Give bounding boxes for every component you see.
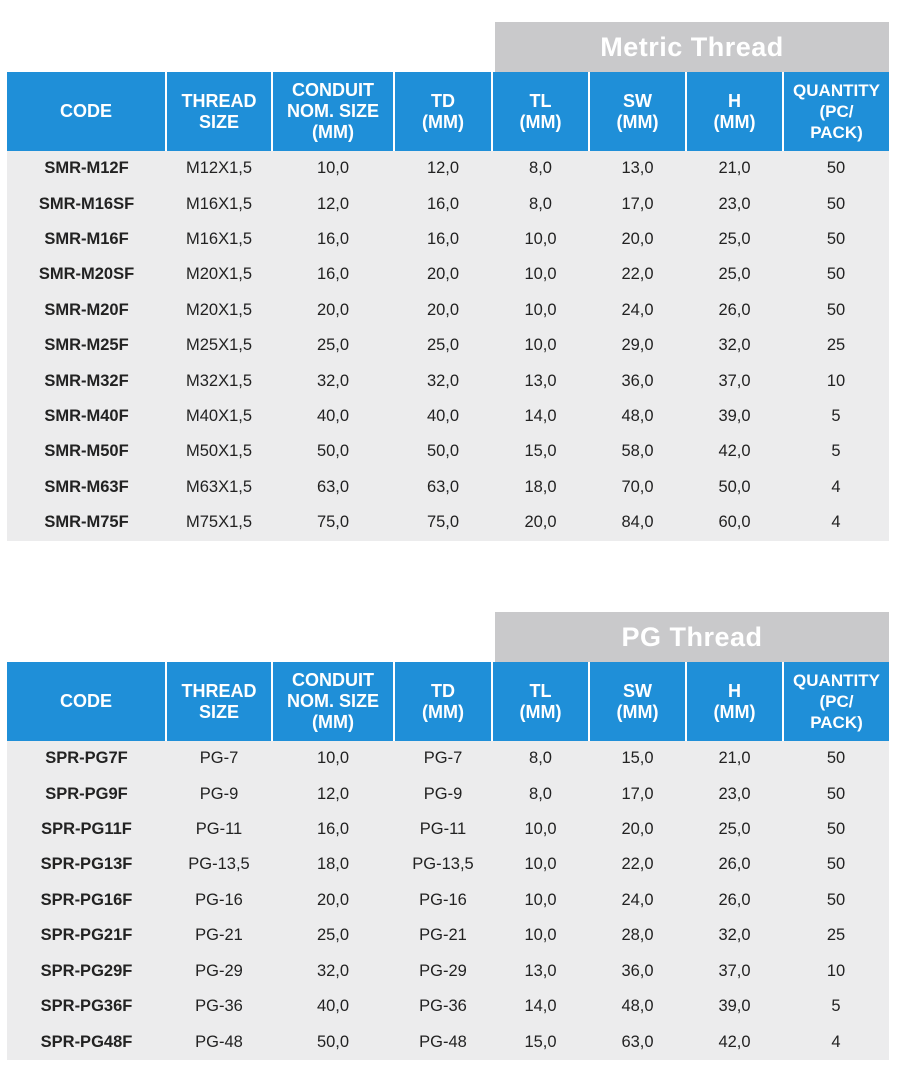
cell-thread-size: PG-29 — [166, 953, 272, 988]
table-row — [7, 953, 889, 988]
cell-td: 16,0 — [394, 186, 492, 221]
cell-quantity: 50 — [783, 883, 889, 918]
cell-quantity: 5 — [783, 434, 889, 469]
cell-conduit-size: 50,0 — [272, 434, 394, 469]
cell-conduit-size: 32,0 — [272, 363, 394, 398]
cell-conduit-size: 75,0 — [272, 505, 394, 541]
table-row — [7, 328, 889, 363]
cell-conduit-size: 20,0 — [272, 293, 394, 328]
table-row — [7, 399, 889, 434]
cell-tl: 8,0 — [492, 741, 589, 776]
cell-thread-size: PG-7 — [166, 741, 272, 776]
cell-code: SMR-M75F — [7, 505, 166, 541]
table-row — [7, 776, 889, 811]
cell-sw: 63,0 — [589, 1024, 686, 1060]
cell-h: 26,0 — [686, 293, 783, 328]
cell-quantity: 4 — [783, 1024, 889, 1060]
table-row — [7, 741, 889, 776]
cell-td: PG-16 — [394, 883, 492, 918]
metric-thread-section — [7, 22, 889, 541]
cell-quantity: 50 — [783, 776, 889, 811]
cell-thread-size: M25X1,5 — [166, 328, 272, 363]
metric-thread-title: Metric Thread — [495, 22, 889, 72]
cell-h: 42,0 — [686, 1024, 783, 1060]
cell-code: SPR-PG29F — [7, 953, 166, 988]
cell-quantity: 10 — [783, 363, 889, 398]
cell-thread-size: M63X1,5 — [166, 470, 272, 505]
cell-thread-size: M20X1,5 — [166, 257, 272, 292]
cell-conduit-size: 18,0 — [272, 847, 394, 882]
col-header-conduit-size: CONDUIT NOM. SIZE (MM) — [272, 72, 394, 151]
cell-sw: 20,0 — [589, 222, 686, 257]
table-row — [7, 989, 889, 1024]
cell-td: 75,0 — [394, 505, 492, 541]
cell-thread-size: M16X1,5 — [166, 186, 272, 221]
table-row — [7, 847, 889, 882]
cell-code: SMR-M63F — [7, 470, 166, 505]
cell-code: SPR-PG13F — [7, 847, 166, 882]
cell-quantity: 50 — [783, 293, 889, 328]
cell-sw: 28,0 — [589, 918, 686, 953]
cell-conduit-size: 25,0 — [272, 328, 394, 363]
cell-sw: 13,0 — [589, 151, 686, 186]
cell-h: 32,0 — [686, 918, 783, 953]
cell-conduit-size: 16,0 — [272, 812, 394, 847]
table-row — [7, 1024, 889, 1060]
cell-sw: 17,0 — [589, 776, 686, 811]
cell-td: 50,0 — [394, 434, 492, 469]
table-row — [7, 257, 889, 292]
cell-quantity: 5 — [783, 399, 889, 434]
col-header-h: H (MM) — [686, 662, 783, 741]
cell-thread-size: PG-21 — [166, 918, 272, 953]
cell-thread-size: PG-9 — [166, 776, 272, 811]
cell-h: 42,0 — [686, 434, 783, 469]
cell-sw: 58,0 — [589, 434, 686, 469]
table-row — [7, 812, 889, 847]
cell-td: 20,0 — [394, 257, 492, 292]
col-header-td: TD (MM) — [394, 72, 492, 151]
cell-td: 32,0 — [394, 363, 492, 398]
cell-code: SMR-M16F — [7, 222, 166, 257]
col-header-sw: SW (MM) — [589, 72, 686, 151]
cell-td: PG-29 — [394, 953, 492, 988]
cell-conduit-size: 50,0 — [272, 1024, 394, 1060]
cell-tl: 13,0 — [492, 363, 589, 398]
cell-code: SMR-M40F — [7, 399, 166, 434]
col-header-h: H (MM) — [686, 72, 783, 151]
cell-thread-size: M32X1,5 — [166, 363, 272, 398]
cell-sw: 48,0 — [589, 989, 686, 1024]
cell-h: 26,0 — [686, 847, 783, 882]
pg-thread-title: PG Thread — [495, 612, 889, 662]
cell-conduit-size: 10,0 — [272, 151, 394, 186]
col-header-conduit-size: CONDUIT NOM. SIZE (MM) — [272, 662, 394, 741]
cell-h: 39,0 — [686, 399, 783, 434]
cell-h: 25,0 — [686, 222, 783, 257]
cell-quantity: 4 — [783, 470, 889, 505]
cell-sw: 17,0 — [589, 186, 686, 221]
cell-thread-size: M16X1,5 — [166, 222, 272, 257]
cell-code: SMR-M12F — [7, 151, 166, 186]
cell-quantity: 10 — [783, 953, 889, 988]
cell-sw: 29,0 — [589, 328, 686, 363]
cell-thread-size: PG-11 — [166, 812, 272, 847]
table-row — [7, 883, 889, 918]
cell-tl: 10,0 — [492, 883, 589, 918]
cell-td: PG-7 — [394, 741, 492, 776]
cell-conduit-size: 12,0 — [272, 776, 394, 811]
cell-sw: 20,0 — [589, 812, 686, 847]
cell-td: PG-48 — [394, 1024, 492, 1060]
cell-quantity: 50 — [783, 847, 889, 882]
cell-thread-size: M20X1,5 — [166, 293, 272, 328]
cell-conduit-size: 25,0 — [272, 918, 394, 953]
cell-code: SPR-PG16F — [7, 883, 166, 918]
cell-conduit-size: 10,0 — [272, 741, 394, 776]
col-header-td: TD (MM) — [394, 662, 492, 741]
cell-code: SPR-PG36F — [7, 989, 166, 1024]
cell-quantity: 50 — [783, 186, 889, 221]
pg-thread-table — [7, 662, 889, 1060]
cell-tl: 10,0 — [492, 812, 589, 847]
cell-quantity: 25 — [783, 328, 889, 363]
cell-h: 25,0 — [686, 257, 783, 292]
cell-thread-size: M12X1,5 — [166, 151, 272, 186]
cell-h: 21,0 — [686, 151, 783, 186]
cell-sw: 36,0 — [589, 953, 686, 988]
cell-tl: 10,0 — [492, 257, 589, 292]
cell-thread-size: PG-48 — [166, 1024, 272, 1060]
cell-code: SPR-PG9F — [7, 776, 166, 811]
cell-td: 12,0 — [394, 151, 492, 186]
cell-code: SMR-M50F — [7, 434, 166, 469]
pg-thread-section — [7, 612, 889, 1060]
cell-tl: 10,0 — [492, 328, 589, 363]
cell-quantity: 4 — [783, 505, 889, 541]
cell-tl: 10,0 — [492, 222, 589, 257]
table-row — [7, 470, 889, 505]
cell-td: PG-36 — [394, 989, 492, 1024]
table-row — [7, 293, 889, 328]
cell-thread-size: PG-36 — [166, 989, 272, 1024]
cell-td: PG-21 — [394, 918, 492, 953]
cell-td: PG-9 — [394, 776, 492, 811]
pg-title-row — [7, 612, 889, 662]
table-row — [7, 186, 889, 221]
cell-h: 23,0 — [686, 776, 783, 811]
table-header-row — [7, 72, 889, 151]
cell-quantity: 25 — [783, 918, 889, 953]
col-header-quantity: QUANTITY (PC/ PACK) — [783, 662, 889, 741]
table-row — [7, 151, 889, 186]
cell-sw: 36,0 — [589, 363, 686, 398]
metric-table-body — [7, 151, 889, 541]
col-header-thread-size: THREAD SIZE — [166, 72, 272, 151]
cell-h: 50,0 — [686, 470, 783, 505]
cell-h: 32,0 — [686, 328, 783, 363]
metric-title-row — [7, 22, 889, 72]
cell-code: SPR-PG21F — [7, 918, 166, 953]
cell-code: SMR-M25F — [7, 328, 166, 363]
table-row — [7, 222, 889, 257]
cell-tl: 10,0 — [492, 293, 589, 328]
cell-conduit-size: 16,0 — [272, 257, 394, 292]
cell-thread-size: M75X1,5 — [166, 505, 272, 541]
cell-h: 26,0 — [686, 883, 783, 918]
cell-code: SMR-M32F — [7, 363, 166, 398]
cell-quantity: 50 — [783, 257, 889, 292]
col-header-code: CODE — [7, 662, 166, 741]
col-header-code: CODE — [7, 72, 166, 151]
cell-tl: 10,0 — [492, 918, 589, 953]
cell-conduit-size: 40,0 — [272, 989, 394, 1024]
table-row — [7, 918, 889, 953]
cell-tl: 15,0 — [492, 1024, 589, 1060]
cell-sw: 48,0 — [589, 399, 686, 434]
cell-tl: 13,0 — [492, 953, 589, 988]
cell-sw: 84,0 — [589, 505, 686, 541]
cell-h: 25,0 — [686, 812, 783, 847]
cell-tl: 20,0 — [492, 505, 589, 541]
cell-tl: 8,0 — [492, 151, 589, 186]
cell-quantity: 50 — [783, 222, 889, 257]
cell-td: 63,0 — [394, 470, 492, 505]
cell-h: 37,0 — [686, 363, 783, 398]
cell-h: 60,0 — [686, 505, 783, 541]
cell-conduit-size: 12,0 — [272, 186, 394, 221]
col-header-thread-size: THREAD SIZE — [166, 662, 272, 741]
cell-h: 23,0 — [686, 186, 783, 221]
cell-h: 21,0 — [686, 741, 783, 776]
cell-td: 40,0 — [394, 399, 492, 434]
cell-thread-size: M50X1,5 — [166, 434, 272, 469]
cell-thread-size: M40X1,5 — [166, 399, 272, 434]
table-row — [7, 434, 889, 469]
cell-sw: 22,0 — [589, 847, 686, 882]
cell-tl: 8,0 — [492, 776, 589, 811]
cell-thread-size: PG-13,5 — [166, 847, 272, 882]
cell-conduit-size: 40,0 — [272, 399, 394, 434]
cell-tl: 8,0 — [492, 186, 589, 221]
cell-td: 16,0 — [394, 222, 492, 257]
cell-tl: 18,0 — [492, 470, 589, 505]
cell-td: 20,0 — [394, 293, 492, 328]
cell-sw: 22,0 — [589, 257, 686, 292]
cell-code: SPR-PG7F — [7, 741, 166, 776]
metric-thread-table — [7, 72, 889, 541]
cell-conduit-size: 16,0 — [272, 222, 394, 257]
table-row — [7, 363, 889, 398]
col-header-sw: SW (MM) — [589, 662, 686, 741]
cell-code: SPR-PG48F — [7, 1024, 166, 1060]
col-header-tl: TL (MM) — [492, 72, 589, 151]
cell-quantity: 50 — [783, 812, 889, 847]
cell-tl: 14,0 — [492, 989, 589, 1024]
cell-tl: 10,0 — [492, 847, 589, 882]
cell-h: 37,0 — [686, 953, 783, 988]
table-row — [7, 505, 889, 541]
cell-thread-size: PG-16 — [166, 883, 272, 918]
cell-conduit-size: 20,0 — [272, 883, 394, 918]
cell-sw: 24,0 — [589, 293, 686, 328]
cell-td: PG-11 — [394, 812, 492, 847]
cell-quantity: 50 — [783, 741, 889, 776]
col-header-tl: TL (MM) — [492, 662, 589, 741]
col-header-quantity: QUANTITY (PC/ PACK) — [783, 72, 889, 151]
cell-code: SMR-M16SF — [7, 186, 166, 221]
cell-h: 39,0 — [686, 989, 783, 1024]
cell-quantity: 50 — [783, 151, 889, 186]
cell-tl: 14,0 — [492, 399, 589, 434]
cell-conduit-size: 32,0 — [272, 953, 394, 988]
cell-sw: 70,0 — [589, 470, 686, 505]
cell-quantity: 5 — [783, 989, 889, 1024]
cell-sw: 15,0 — [589, 741, 686, 776]
cell-td: 25,0 — [394, 328, 492, 363]
cell-code: SMR-M20F — [7, 293, 166, 328]
pg-table-body — [7, 741, 889, 1060]
cell-td: PG-13,5 — [394, 847, 492, 882]
cell-code: SPR-PG11F — [7, 812, 166, 847]
table-header-row — [7, 662, 889, 741]
cell-code: SMR-M20SF — [7, 257, 166, 292]
cell-tl: 15,0 — [492, 434, 589, 469]
cell-conduit-size: 63,0 — [272, 470, 394, 505]
cell-sw: 24,0 — [589, 883, 686, 918]
